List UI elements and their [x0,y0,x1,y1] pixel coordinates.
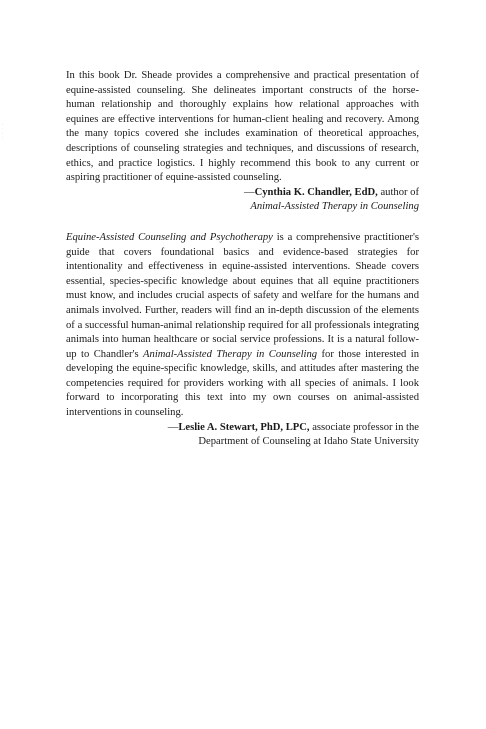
endorsement-text-part2: for those interested in developing the equine-specific knowledge, skills, and attitudes after mastering the competencies required for providers working with all species of animals. I look forward to incorporating this text into my own courses on animal-assisted interventions in counseling. [66,348,419,419]
endorser-name: Cynthia K. Chandler, EdD, [254,186,378,198]
cited-book-title: Animal-Assisted Therapy in Counseling [143,348,318,360]
endorsement-text: In this book Dr. Sheade provides a comprehensive and practical presentation of equine-assisted counseling. She delineates important constructs of the horse-human relationship and thoroughly explains how relational approaches with equines are effective interventions for human-client healing and recovery. Among the many topics covered she includes examination of theoretical approaches, descriptions of counseling strategies and techniques, and discussions of research, ethics, and practice logistics. I highly recommend this book to any current or aspiring practitioner of equine-assisted counseling. [66,70,419,184]
attribution-line [66,186,419,201]
endorsement-text-part1: is a comprehensive practitioner's guide that covers foundational basics and evidence-based strategies for intentionality and effectiveness in equine-assisted interventions. Sheade covers essential, species-specific knowledge about equines that all equine practitioners must know, and includes crucial aspects of safety and welfare for the humans and animals involved. Further, readers will find an in-depth discussion of the elements of a successful human-animal relationship required for all professionals integrating animals into human healthcare or social service professions. It is a natural follow-up to Chandler's [66,231,419,360]
endorsement-stewart [66,231,419,450]
endorsement-chandler [66,69,419,215]
margin-mark: · · · · [0,123,6,138]
book-title: Equine-Assisted Counseling and Psychotherapy [66,231,273,243]
endorser-name: Leslie A. Stewart, PhD, LPC, [178,421,310,433]
section-gap [66,215,419,231]
endorser-role: associate professor in the [309,421,419,433]
endorsement-text [66,231,419,421]
em-dash: — [243,186,255,198]
attribution-line [66,421,419,436]
endorser-affiliation: Department of Counseling at Idaho State University [198,436,419,448]
endorser-role: author of [377,186,419,198]
em-dash: — [167,421,179,433]
endorser-book-title: Animal-Assisted Therapy in Counseling [250,201,419,213]
endorsements-page [66,69,419,450]
